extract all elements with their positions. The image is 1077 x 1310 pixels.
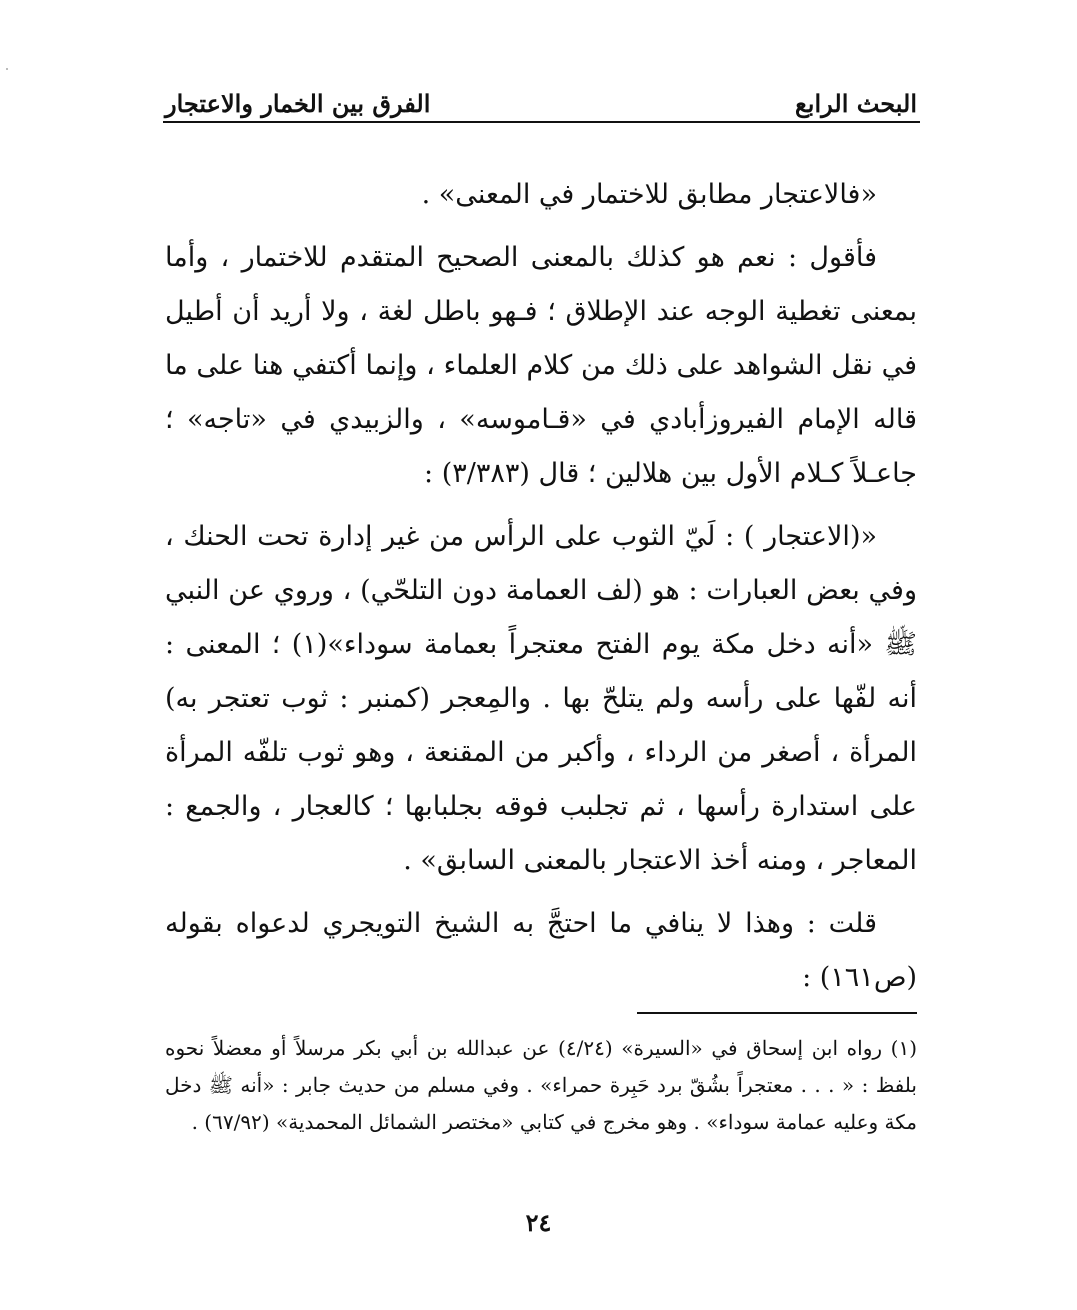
paragraph-quote-ending: «فالاعتجار مطابق للاختمار في المعنى» .	[421, 179, 877, 210]
header-rule	[163, 121, 920, 123]
paragraph-comment: قلت : وهذا لا ينافي ما احتجَّ به الشيخ التويجري لدعواه بقوله (ص١٦١) :	[165, 908, 917, 993]
running-header	[165, 82, 917, 118]
scan-mark	[6, 68, 8, 70]
paragraph-response: فأقول : نعم هو كذلك بالمعنى الصحيح المتقدم للاختمار ، وأما بمعنى تغطية الوجه عند الإطلاق ؛ فـهو باطل لغة ، ولا أريد أن أطيل في نقل الشواهد على ذلك من كلام العلماء ، وإنما أكتفي هنا على ما قاله الإمام الفيروزأبادي في «قـاموسه» ، والزبيدي في «تاجه» ؛ جاعـلاً كـلام الأول بين هلالين ؛ قال (٣/٣٨٣) :	[165, 242, 917, 489]
chapter-label: البحث الرابع	[795, 89, 917, 118]
footnote-rule	[637, 1012, 917, 1014]
main-text	[165, 168, 917, 1014]
paragraph-dictionary-quote: «(الاعتجار ) : لَيّ الثوب على الرأس من غير إدارة تحت الحنك ، وفي بعض العبارات : هو (لف العمامة دون التلحّي) ، وروي عن النبي ﷺ «أنه دخل مكة يوم الفتح معتجراً بعمامة سوداء»(١) ؛ المعنى : أنه لفّها على رأسه ولم يتلحّ بها . والمِعجر (كمنبر : ثوب تعتجر به) المرأة ، أصغر من الرداء ، وأكبر من المقنعة ، وهو ثوب تلفّه المرأة على استدارة رأسها ، ثم تجلبب فوقه بجلبابها ؛ كالعجار ، والجمع : المعاجر ، ومنه أخذ الاعتجار بالمعنى السابق» .	[165, 521, 917, 876]
section-title: الفرق بين الخمار والاعتجار	[165, 89, 431, 118]
footnotes	[165, 1030, 917, 1141]
footnote-1: (١) رواه ابن إسحاق في «السيرة» (٤/٢٤) عن عبدالله بن أبي بكر مرسلاً أو معضلاً نحوه بلفظ : « . . . معتجراً بشُقّ برد حَبِرة حمراء» . وفي مسلم من حديث جابر : «أنه ﷺ دخل مكة وعليه عمامة سوداء» . وهو مخرج في كتابي «مختصر الشمائل المحمدية» (٦٧/٩٢) .	[165, 1036, 917, 1134]
page-number: ٢٤	[525, 1208, 552, 1237]
